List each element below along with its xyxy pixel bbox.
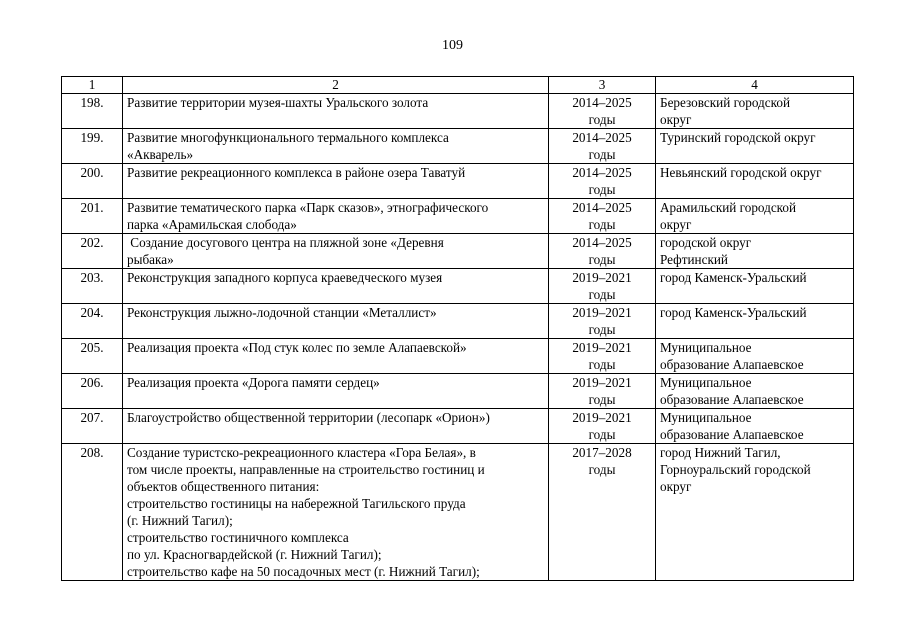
row-number: 205. [62,339,123,374]
municipality-line: Арамильский городской [660,200,797,215]
project-name-line: объектов общественного питания: [127,479,320,494]
project-name-line: парка «Арамильская слобода» [127,217,297,232]
project-name-line: Реконструкция лыжно-лодочной станции «Металлист» [127,305,437,320]
project-name-line: строительство гостиничного комплекса [127,530,349,545]
municipality-cell [656,269,854,304]
row-number: 198. [62,94,123,129]
implementation-period-line: годы [588,357,616,372]
municipality-line: образование Алапаевское [660,357,804,372]
municipality-line: Рефтинский [660,252,728,267]
implementation-period-line: 2014–2025 [572,130,632,145]
municipality-cell [656,304,854,339]
implementation-period-line: годы [588,427,616,442]
row-number: 206. [62,374,123,409]
municipality-line: образование Алапаевское [660,392,804,407]
row-number: 208. [62,444,123,581]
implementation-period-line: 2014–2025 [572,235,632,250]
table-row [62,304,854,339]
project-name-line: Развитие тематического парка «Парк сказов», этнографического [127,200,489,215]
municipality-line: Туринский городской округ [660,130,816,145]
project-name-line: Развитие рекреационного комплекса в районе озера Таватуй [127,165,466,180]
implementation-period-line: 2019–2021 [572,375,632,390]
projects-table [61,76,854,581]
row-number: 207. [62,409,123,444]
municipality-line: Муниципальное [660,340,752,355]
municipality-line: Невьянский городской округ [660,165,822,180]
implementation-period-cell [549,94,656,129]
implementation-period-cell [549,129,656,164]
project-name-line: Создание досугового центра на пляжной зоне «Деревня [127,235,444,250]
column-header-project: 2 [123,77,549,94]
table-row [62,164,854,199]
implementation-period-line: годы [588,182,616,197]
municipality-cell [656,129,854,164]
implementation-period-line: годы [588,112,616,127]
project-name-line: Реализация проекта «Дорога памяти сердец» [127,375,380,390]
implementation-period-line: 2019–2021 [572,270,632,285]
project-name-line: Развитие территории музея-шахты Уральского золота [127,95,429,110]
table-row [62,234,854,269]
column-header-period: 3 [549,77,656,94]
municipality-cell [656,199,854,234]
municipality-line: город Нижний Тагил, [660,445,781,460]
table-body [62,94,854,581]
implementation-period-line: годы [588,147,616,162]
implementation-period-line: 2019–2021 [572,305,632,320]
municipality-line: Муниципальное [660,375,752,390]
implementation-period-line: 2014–2025 [572,165,632,180]
project-name-line: (г. Нижний Тагил); [127,513,233,528]
municipality-line: Муниципальное [660,410,752,425]
project-name-cell [123,199,549,234]
project-name-line: строительство гостиницы на набережной Тагильского пруда [127,496,466,511]
project-name-cell [123,94,549,129]
municipality-line: Горноуральский городской [660,462,811,477]
implementation-period-cell [549,199,656,234]
municipality-line: Березовский городской [660,95,791,110]
row-number: 199. [62,129,123,164]
municipality-line: город Каменск-Уральский [660,305,807,320]
implementation-period-line: 2014–2025 [572,95,632,110]
project-name-cell [123,269,549,304]
table-row [62,199,854,234]
municipality-cell [656,234,854,269]
project-name-line: по ул. Красногвардейской (г. Нижний Тагил); [127,547,382,562]
project-name-cell [123,234,549,269]
implementation-period-line: годы [588,217,616,232]
municipality-cell [656,374,854,409]
municipality-line: округ [660,479,692,494]
project-name-line: «Акварель» [127,147,194,162]
row-number: 200. [62,164,123,199]
implementation-period-cell [549,409,656,444]
municipality-cell [656,164,854,199]
implementation-period-cell [549,234,656,269]
project-name-cell [123,374,549,409]
row-number: 202. [62,234,123,269]
table-row [62,129,854,164]
implementation-period-line: 2019–2021 [572,410,632,425]
project-name-cell [123,164,549,199]
implementation-period-line: годы [588,462,616,477]
municipality-line: округ [660,112,692,127]
project-name-line: Реконструкция западного корпуса краеведческого музея [127,270,443,285]
municipality-line: городской округ [660,235,752,250]
table-row [62,339,854,374]
project-name-cell [123,304,549,339]
implementation-period-line: годы [588,392,616,407]
column-header-number: 1 [62,77,123,94]
table-row [62,269,854,304]
implementation-period-line: 2019–2021 [572,340,632,355]
implementation-period-cell [549,374,656,409]
table-row [62,94,854,129]
municipality-line: образование Алапаевское [660,427,804,442]
project-name-cell [123,444,549,581]
project-name-line: Благоустройство общественной территории (лесопарк «Орион») [127,410,490,425]
row-number: 203. [62,269,123,304]
table-row [62,409,854,444]
implementation-period-line: годы [588,252,616,267]
implementation-period-line: годы [588,322,616,337]
implementation-period-cell [549,339,656,374]
project-name-line: рыбака» [127,252,174,267]
project-name-cell [123,129,549,164]
municipality-line: округ [660,217,692,232]
municipality-line: город Каменск-Уральский [660,270,807,285]
implementation-period-cell [549,269,656,304]
municipality-cell [656,409,854,444]
page-number: 109 [442,38,463,53]
implementation-period-line: годы [588,287,616,302]
column-header-municipality: 4 [656,77,854,94]
municipality-cell [656,444,854,581]
table-row [62,444,854,581]
implementation-period-cell [549,164,656,199]
row-number: 201. [62,199,123,234]
implementation-period-line: 2014–2025 [572,200,632,215]
implementation-period-cell [549,444,656,581]
implementation-period-line: 2017–2028 [572,445,632,460]
municipality-cell [656,339,854,374]
row-number: 204. [62,304,123,339]
project-name-cell [123,339,549,374]
implementation-period-cell [549,304,656,339]
project-name-cell [123,409,549,444]
table-header-row [62,77,854,94]
project-name-line: Создание туристско-рекреационного кластера «Гора Белая», в [127,445,476,460]
municipality-cell [656,94,854,129]
table-row [62,374,854,409]
project-name-line: Развитие многофункционального термального комплекса [127,130,449,145]
project-name-line: Реализация проекта «Под стук колес по земле Алапаевской» [127,340,467,355]
project-name-line: строительство кафе на 50 посадочных мест (г. Нижний Тагил); [127,564,480,579]
project-name-line: том числе проекты, направленные на строительство гостиниц и [127,462,485,477]
